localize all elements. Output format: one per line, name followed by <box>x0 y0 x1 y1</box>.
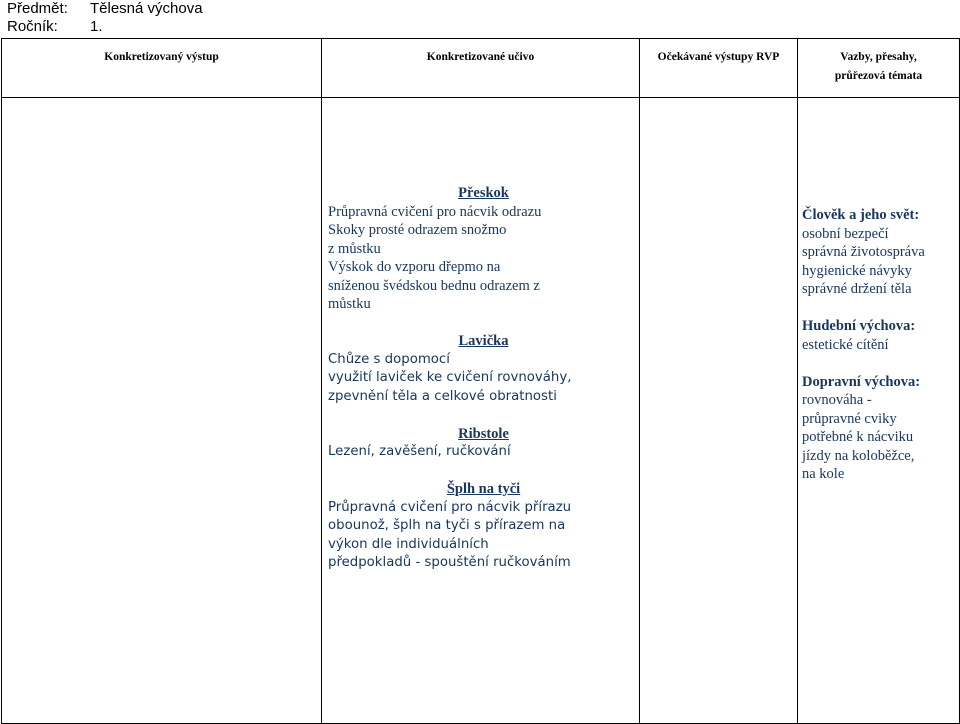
rvp-cell <box>640 98 798 724</box>
dopravni-line: průpravné cviky <box>802 410 897 427</box>
link-title-hudebni: Hudební výchova: <box>802 318 916 334</box>
dopravni-line: na kole <box>802 466 845 482</box>
preskok-line: můstku <box>328 296 371 312</box>
preskok-line: z můstku <box>328 240 381 257</box>
section-title-preskok: Přeskok <box>458 185 509 201</box>
link-title-dopravni: Dopravní výchova: <box>802 373 921 390</box>
table-header-row <box>2 39 960 98</box>
lavicka-line: využití laviček ke cvičení rovnováhy, <box>328 370 572 385</box>
dopravni-line: rovnováha - <box>802 392 872 408</box>
clovek-line: hygienické návyky <box>802 262 912 279</box>
splh-line: předpokladů - spouštění ručkováním <box>328 555 571 570</box>
clovek-line: správná životospráva <box>802 244 925 260</box>
preskok-line: Průpravná cvičení pro nácvik odrazu <box>328 203 542 220</box>
splh-line: Průpravná cvičení pro nácvik přírazu <box>328 499 572 515</box>
preskok-line: Výskok do vzporu dřepmo na <box>328 259 501 275</box>
clovek-line: správné držení těla <box>802 281 912 297</box>
section-title-ribstole: Ribstole <box>458 425 509 442</box>
curriculum-table <box>1 38 960 724</box>
lavicka-line: zpevnění těla a celkové obratnosti <box>328 388 557 404</box>
links-cell <box>798 98 960 724</box>
dopravni-line: jízdy na koloběžce, <box>802 447 915 464</box>
grade-value: 1. <box>90 18 103 35</box>
subject-label: Předmět: <box>7 0 68 17</box>
content-cell <box>322 98 640 724</box>
header-cell-rvp: Očekávané výstupy RVP <box>640 39 798 98</box>
header-cell-links: Vazby, přesahy, průřezová témata <box>798 39 960 98</box>
table-row <box>2 98 960 724</box>
section-title-lavicka: Lavička <box>458 333 509 349</box>
lavicka-line: Chůze s dopomocí <box>328 351 450 367</box>
preskok-line: sníženou švédskou bednu odrazem z <box>328 277 540 294</box>
splh-line: obounož, šplh na tyči s přírazem na <box>328 518 566 533</box>
header-cell-output: Konkretizovaný výstup <box>2 39 322 98</box>
document-meta <box>7 0 203 36</box>
subject-value: Tělesná výchova <box>90 0 203 17</box>
ribstole-line: Lezení, zavěšení, ručkování <box>328 444 511 459</box>
grade-label: Ročník: <box>7 18 58 35</box>
header-cell-content: Konkretizované učivo <box>322 39 640 98</box>
splh-line: výkon dle individuálních <box>328 536 489 552</box>
output-cell <box>2 98 322 724</box>
dopravni-line: potřebné k nácviku <box>802 429 914 445</box>
preskok-line: Skoky prosté odrazem snožmo <box>328 222 507 238</box>
section-title-splh: Šplh na tyči <box>446 481 521 497</box>
hudebni-line: estetické cítění <box>802 336 889 353</box>
clovek-line: osobní bezpečí <box>802 225 889 242</box>
link-title-clovek: Člověk a jeho svět: <box>802 207 920 223</box>
